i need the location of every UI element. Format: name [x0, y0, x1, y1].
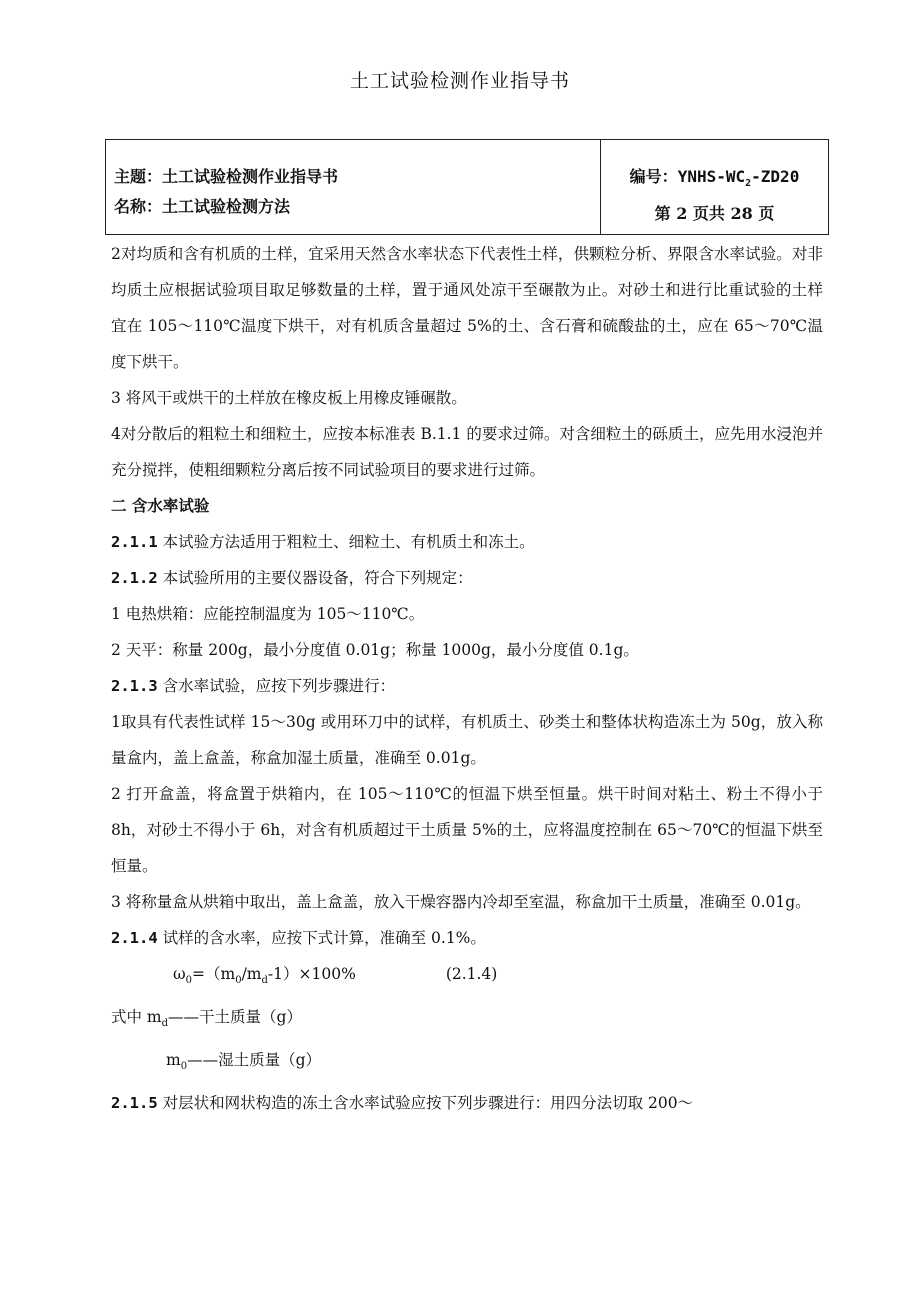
- formula-moisture: $\omega_0=(m_0/m_d-1)\times 100\%$ (2.1.4): [111, 956, 823, 999]
- subject-line: 主题：土工试验检测作业指导书: [114, 167, 339, 186]
- section-heading-moisture: 二 含水率试验: [111, 496, 210, 515]
- document-body: [111, 236, 823, 1121]
- page-info: 第 2 页共 28 页: [654, 204, 775, 224]
- code-value: YNHS-$WC_2-ZD20$: [677, 167, 800, 190]
- formula-where-md: 式中 $m_d——$干土质量（g）: [111, 1008, 302, 1030]
- paragraph-sample-prep-4: 4对分散后的粗粒土和细粒土，应按本标准表 B.1.1 的要求过筛。对含细粒土的砾质土，应先用水浸泡并充分搅拌，使粗细颗粒分离后按不同试验项目的要求进行过筛。: [111, 425, 823, 479]
- header-left-cell: [106, 140, 601, 234]
- header-table: [105, 139, 829, 235]
- step-3: 3 将称量盒从烘箱中取出，盖上盒盖，放入干燥容器内冷却至室温，称盒加干土质量，准确至 0.01g。: [111, 893, 811, 911]
- step-2: 2 打开盒盖，将盒置于烘箱内，在 105～110℃的恒温下烘至恒量。烘干时间对粘土、粉土不得小于 8h，对砂土不得小于 6h，对含有机质超过干土质量 5%的土，应将温度控制在 65～70℃的恒温下烘至恒量。: [111, 785, 823, 875]
- document-title: 土工试验检测作业指导书: [349, 70, 570, 92]
- paragraph-sample-prep-2: 2对均质和含有机质的土样，宜采用天然含水率状态下代表性土样，供颗粒分析、界限含水率试验。对非均质土应根据试验项目取足够数量的土样，置于通风处凉干至碾散为止。对砂土和进行比重试验的土样宜在 105～110℃温度下烘干，对有机质含量超过 5%的土、含石膏和硫酸盐的土，应在 65～70℃温度下烘干。: [111, 245, 823, 371]
- clause-2-1-1: 2.1.1 本试验方法适用于粗粒土、细粒土、有机质土和冻土。: [111, 533, 535, 551]
- item-oven: 1 电热烘箱：应能控制温度为 105～110℃。: [111, 605, 425, 623]
- formula-where-m0: $m_0——$湿土质量（g）: [166, 1051, 322, 1073]
- code-line: 编号：YNHS-$WC_2-ZD20$: [629, 167, 800, 190]
- clause-2-1-2: 2.1.2 本试验所用的主要仪器设备，符合下列规定：: [111, 569, 473, 587]
- formula-number: (2.1.4): [445, 965, 498, 983]
- name-line: 名称：土工试验检测方法: [114, 197, 291, 216]
- clause-2-1-4: 2.1.4 试样的含水率，应按下式计算，准确至 0.1%。: [111, 929, 486, 947]
- name-value: 土工试验检测方法: [162, 197, 291, 216]
- header-right-cell: [601, 140, 828, 234]
- step-1: 1取具有代表性试样 15～30g 或用环刀中的试样，有机质土、砂类土和整体状构造冻土为 50g，放入称量盒内，盖上盒盖，称盒加湿土质量，准确至 0.01g。: [111, 713, 823, 767]
- clause-2-1-3: 2.1.3 含水率试验，应按下列步骤进行：: [111, 677, 396, 695]
- clause-2-1-5: 2.1.5 对层状和网状构造的冻土含水率试验应按下列步骤进行：用四分法切取 200～: [111, 1094, 694, 1113]
- paragraph-sample-prep-3: 3 将风干或烘干的土样放在橡皮板上用橡皮锤碾散。: [111, 389, 467, 407]
- subject-value: 土工试验检测作业指导书: [162, 167, 339, 186]
- item-balance: 2 天平：称量 200g，最小分度值 0.01g；称量 1000g，最小分度值 0.1g。: [111, 641, 639, 659]
